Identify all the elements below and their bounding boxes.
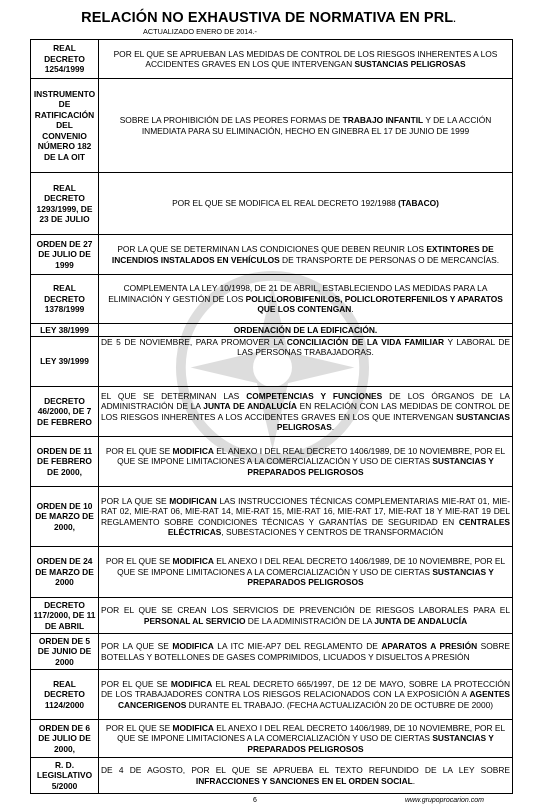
norm-code: ORDEN DE 11 DE FEBRERO DE 2000, [31,437,99,487]
table-row [31,275,513,324]
norm-code: REAL DECRETO 1293/1999, DE 23 DE JULIO [31,173,99,235]
table-row [31,79,513,173]
norm-code: REAL DECRETO 1378/1999 [31,275,99,324]
page-subtitle: ACTUALIZADO ENERO DE 2014.- [143,27,257,36]
norm-code: REAL DECRETO 1254/1999 [31,40,99,79]
norm-description: POR EL QUE SE MODIFICA EL REAL DECRETO 665/1997, DE 12 DE MAYO, SOBRE LA PROTECCIÓN DE LOS TRABAJADORES CONTRA LOS RIESGOS RELACIONADOS CON LA EXPOSICIÓN A AGENTES CANCERIGENOS DURANTE EL TRABAJO. (FECHA ACTUALIZACIÓN 20 DE OCTUBRE DE 2000) [99,670,513,720]
norm-code: INSTRUMENTO DE RATIFICACIÓN DEL CONVENIO NÚMERO 182 DE LA OIT [31,79,99,173]
norm-description: POR EL QUE SE APRUEBAN LAS MEDIDAS DE CONTROL DE LOS RIESGOS INHERENTES A LOS ACCIDENTES GRAVES EN LOS QUE INTERVENGAN SUSTANCIAS PELIGROSAS [99,40,513,79]
table-row [31,337,513,387]
table-row [31,547,513,598]
table-row [31,387,513,437]
norm-description: POR EL QUE SE MODIFICA EL ANEXO I DEL REAL DECRETO 1406/1989, DE 10 NOVIEMBRE, POR EL QUE SE IMPONE LIMITACIONES A LA COMERCIALIZACIÓN Y USO DE CIERTAS SUSTANCIAS Y PREPARADOS PELIGROSOS [99,720,513,758]
norm-code: DECRETO 46/2000, DE 7 DE FEBRERO [31,387,99,437]
normativa-table [30,39,513,794]
norm-code: ORDEN DE 27 DE JULIO DE 1999 [31,235,99,275]
norm-description: POR LA QUE SE DETERMINAN LAS CONDICIONES QUE DEBEN REUNIR LOS EXTINTORES DE INCENDIOS INSTALADOS EN VEHÍCULOS DE TRANSPORTE DE PERSONAS O DE MERCANCÍAS. [99,235,513,275]
table-row [31,758,513,794]
table-row [31,173,513,235]
table-row [31,670,513,720]
norm-description: POR EL QUE SE MODIFICA EL REAL DECRETO 192/1988 (TABACO) [99,173,513,235]
norm-code: LEY 38/1999 [31,324,99,337]
norm-description: DE 4 DE AGOSTO, POR EL QUE SE APRUEBA EL TEXTO REFUNDIDO DE LA LEY SOBRE INFRACCIONES Y SANCIONES EN EL ORDEN SOCIAL. [99,758,513,794]
norm-description: SOBRE LA PROHIBICIÓN DE LAS PEORES FORMAS DE TRABAJO INFANTIL Y DE LA ACCIÓN INMEDIATA PARA SU ELIMINACIÓN, HECHO EN GINEBRA EL 17 DE JUNIO DE 1999 [99,79,513,173]
table-row [31,487,513,547]
table-row [31,598,513,634]
norm-description: ORDENACIÓN DE LA EDIFICACIÓN. [99,324,513,337]
norm-description: EL QUE SE DETERMINAN LAS COMPETENCIAS Y FUNCIONES DE LOS ÓRGANOS DE LA ADMINISTRACIÓN DE LA JUNTA DE ANDALUCÍA EN RELACIÓN CON LAS MEDIDAS DE CONTROL DE LOS RIESGOS INHERENTES A LOS ACCIDENTES GRAVES EN LOS QUE INTERVENGAN SUSTANCIAS PELIGROSAS. [99,387,513,437]
norm-description: POR LA QUE SE MODIFICAN LAS INSTRUCCIONES TÉCNICAS COMPLEMENTARIAS MIE-RAT 01, MIE-RAT 02, MIE-RAT 06, MIE-RAT 14, MIE-RAT 15, MIE-RAT 16, MIE-RAT 17, MIE-RAT 18 Y MIE-RAT 19 DEL REGLAMENTO SOBRE CONDICIONES TÉCNICAS Y GARANTÍAS DE SEGURIDAD EN CENTRALES ELÉCTRICAS, SUBESTACIONES Y CENTROS DE TRANSFORMACIÓN [99,487,513,547]
norm-code: ORDEN DE 10 DE MARZO DE 2000, [31,487,99,547]
table-row [31,720,513,758]
table-row [31,324,513,337]
page-number: 6 [253,797,257,804]
norm-code: ORDEN DE 5 DE JUNIO DE 2000 [31,634,99,670]
norm-description: DE 5 DE NOVIEMBRE, PARA PROMOVER LA CONCILIACIÓN DE LA VIDA FAMILIAR Y LABORAL DE LAS PERSONAS TRABAJADORAS. [99,337,513,387]
norm-description: COMPLEMENTA LA LEY 10/1998, DE 21 DE ABRIL, ESTABLECIENDO LAS MEDIDAS PARA LA ELIMINACIÓN Y GESTIÓN DE LOS POLICLOROBIFENILOS, POLICLOROTERFENILOS Y APARATOS QUE LOS CONTENGAN. [99,275,513,324]
norm-code: LEY 39/1999 [31,337,99,387]
norm-description: POR EL QUE SE MODIFICA EL ANEXO I DEL REAL DECRETO 1406/1989, DE 10 NOVIEMBRE, POR EL QUE SE IMPONE LIMITACIONES A LA COMERCIALIZACIÓN Y USO DE CIERTAS SUSTANCIAS Y PREPARADOS PELIGROSOS [99,547,513,598]
website-url: www.grupoprocarion.com [405,797,484,804]
norm-code: DECRETO 117/2000, DE 11 DE ABRIL [31,598,99,634]
table-row [31,235,513,275]
norm-description: POR EL QUE SE MODIFICA EL ANEXO I DEL REAL DECRETO 1406/1989, DE 10 NOVIEMBRE, POR EL QUE SE IMPONE LIMITACIONES A LA COMERCIALIZACIÓN Y USO DE CIERTAS SUSTANCIAS Y PREPARADOS PELIGROSOS [99,437,513,487]
table-row [31,437,513,487]
page-title: RELACIÓN NO EXHAUSTIVA DE NORMATIVA EN PRL. [81,10,456,26]
norm-code: R. D. LEGISLATIVO 5/2000 [31,758,99,794]
norm-description: POR EL QUE SE CREAN LOS SERVICIOS DE PREVENCIÓN DE RIESGOS LABORALES PARA EL PERSONAL AL SERVICIO DE LA ADMINISTRACIÓN DE LA JUNTA DE ANDALUCÍA [99,598,513,634]
norm-code: ORDEN DE 6 DE JULIO DE 2000, [31,720,99,758]
norm-code: REAL DECRETO 1124/2000 [31,670,99,720]
table-row [31,634,513,670]
norm-description: POR LA QUE SE MODIFICA LA ITC MIE-AP7 DEL REGLAMENTO DE APARATOS A PRESIÓN SOBRE BOTELLAS Y BOTELLONES DE GASES COMPRIMIDOS, LICUADOS Y DISUELTOS A PRESIÓN [99,634,513,670]
table-row [31,40,513,79]
norm-code: ORDEN DE 24 DE MARZO DE 2000 [31,547,99,598]
